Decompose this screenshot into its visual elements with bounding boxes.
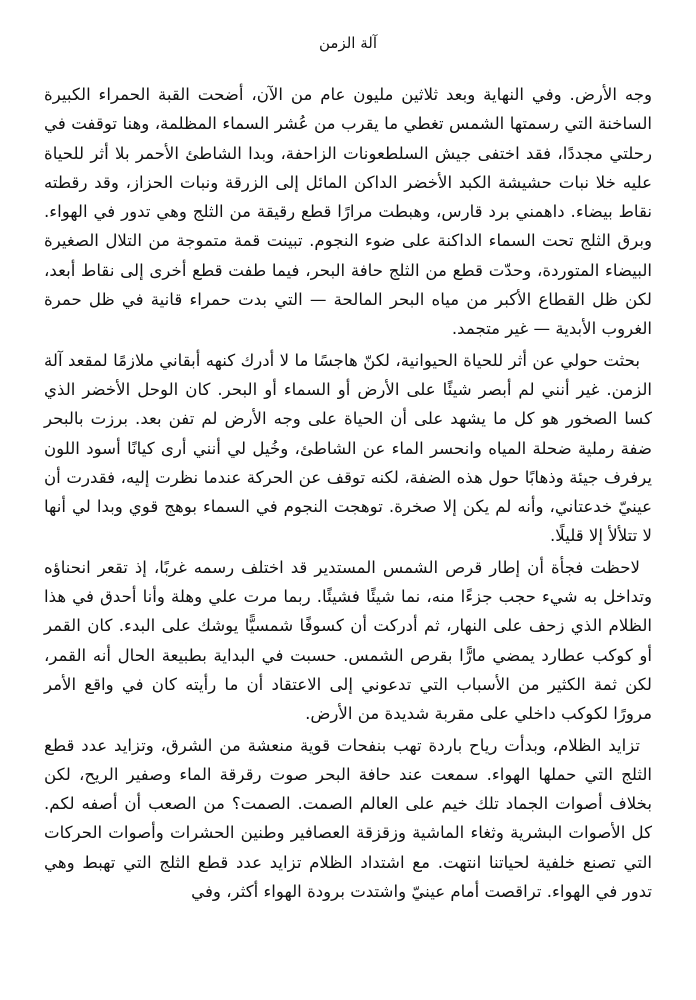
paragraph-1: وجه الأرض. وفي النهاية وبعد ثلاثين مليون عام من الآن، أضحت القبة الحمراء الكبيرة الساخنة التي رسمتها الشمس تغطي ما يقرب من عُشر السماء المظلمة، وهنا توقفت في رحلتي مجددًا، فقد اختفى جيش السلطعونات الزاحفة، وبدا الشاطئ الأحمر بلا أثر للحياة عليه خلا نبات حشيشة الكبد الأخضر الداكن المائل إلى الزرقة ونبات الحزاز، وقد رقطته نقاط بيضاء. داهمني برد قارس، وهبطت مرارًا قطع رقيقة من الثلج وهي تدور في الهواء. وبرق الثلج تحت السماء الداكنة على ضوء النجوم. تبينت قمة متموجة من التلال الصغيرة البيضاء المتوردة، وحدّت قطع من الثلج حافة البحر، فيما طفت قطع أخرى إلى نقاط أبعد، لكن ظل القطاع الأكبر من مياه البحر المالحة — التي بدت حمراء قانية في ظل حمرة الغروب الأبدية — غير متجمد. — [44, 85, 652, 339]
paragraph-2: بحثت حولي عن أثر للحياة الحيوانية، لكنّ هاجسًا ما لا أدرك كنهه أبقاني ملازمًا لمقعد آلة الزمن. غير أنني لم أبصر شيئًا على الأرض أو السماء أو البحر. كان الوحل الأخضر الذي كسا الصخور هو كل ما يشهد على أن الحياة على وجه الأرض لم تفن بعد. برزت بالبحر ضفة رملية ضحلة المياه وانحسر الماء عن الشاطئ، وخُيل لي أنني أرى كيانًا أسود اللون يرفرف جيئة وذهابًا حول هذه الضفة، لكنه توقف عن الحركة عندما نظرت إليه، فقدرت أن عينيّ خدعتاني، وأنه لم يكن إلا صخرة. توهجت النجوم في السماء بوهج قوي وبدا لي أنها لا تتلألأ إلا قليلًا. — [44, 350, 652, 546]
running-header-title: آلة الزمن — [318, 34, 377, 52]
paragraph-3: لاحظت فجأة أن إطار قرص الشمس المستدير قد اختلف رسمه غربًا، إذ تقعر انحناؤه وتداخل به شيء حجب جزءًا منه، نما شيئًا فشيئًا. ربما مرت علي وهلة وأنا أحدق في هذا الظلام الذي زحف على النهار، ثم أدركت أن كسوفًا شمسيًّا يوشك على البدء. كان القمر أو كوكب عطارد يمضي مارًّا بقرص الشمس. حسبت في البداية بطبيعة الحال أنه القمر، لكن ثمة الكثير من الأسباب التي تدعوني إلى الاعتقاد أن ما رأيته كان في واقع الأمر مرورًا لكوكب داخلي على مقربة شديدة من الأرض. — [44, 557, 652, 724]
paragraph-4: تزايد الظلام، وبدأت رياح باردة تهب بنفحات قوية منعشة من الشرق، وتزايد عدد قطع الثلج التي حملها الهواء. سمعت عند حافة البحر صوت رقرقة الماء وصفير الريح، لكن بخلاف أصوات الجماد تلك خيم على العالم الصمت. الصمت؟ من الصعب أن أصفه لكم. كل الأصوات البشرية وثغاء الماشية وزقزقة العصافير وطنين الحشرات وأصوات الحركات التي تصنع خلفية لحياتنا انتهت. مع اشتداد الظلام تزايد عدد قطع الثلج التي تهبط وهي تدور في الهواء. تراقصت أمام عينيّ واشتدت برودة الهواء أكثر، وفي — [44, 735, 652, 902]
page-body — [44, 80, 652, 908]
